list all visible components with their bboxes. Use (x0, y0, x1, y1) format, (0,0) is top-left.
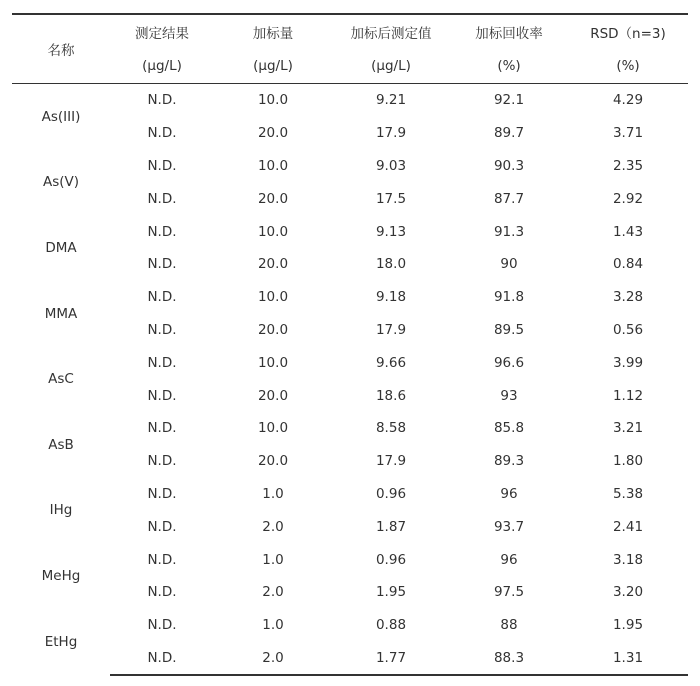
spike-recovery-table (12, 13, 688, 676)
recovery-cell: 87.7 (493, 190, 525, 207)
rsd-cell: 3.21 (612, 420, 644, 437)
header-spike: 加标量 (214, 14, 332, 48)
measured-cell: 17.9 (375, 125, 407, 142)
rsd-cell: 3.18 (612, 551, 644, 568)
spike-cell: 10.0 (257, 157, 289, 174)
table-row (12, 609, 688, 642)
header-measured: 加标后测定值 (332, 14, 450, 48)
measured-cell: 9.66 (375, 354, 407, 371)
sample-name-cell: MeHg (41, 567, 81, 584)
table-row (12, 182, 688, 215)
rsd-cell: 1.80 (612, 453, 644, 470)
table-row (12, 412, 688, 445)
sample-name-cell: AsC (48, 371, 74, 388)
recovery-cell: 90.3 (493, 157, 525, 174)
rsd-cell: 3.20 (612, 584, 644, 601)
recovery-cell: 89.7 (493, 125, 525, 142)
rsd-cell: 0.56 (612, 321, 644, 338)
recovery-cell: 85.8 (493, 420, 525, 437)
sample-name-cell: As(III) (41, 108, 81, 125)
spike-cell: 10.0 (257, 354, 289, 371)
header-spike-unit: (μg/L) (214, 48, 332, 84)
recovery-cell: 91.3 (493, 223, 525, 240)
rsd-cell: 1.95 (612, 617, 644, 634)
table-row (12, 445, 688, 478)
header-measured-unit: (μg/L) (332, 48, 450, 84)
result-cell: N.D. (147, 157, 177, 174)
rsd-cell: 1.43 (612, 223, 644, 240)
spike-cell: 1.0 (262, 551, 284, 568)
header-rsd-unit: (%) (568, 48, 688, 84)
spike-cell: 20.0 (257, 125, 289, 142)
recovery-cell: 92.1 (493, 92, 525, 109)
result-cell: N.D. (147, 256, 177, 273)
result-cell: N.D. (147, 289, 177, 306)
recovery-cell: 90 (500, 256, 518, 273)
recovery-cell: 96 (500, 551, 518, 568)
measured-cell: 0.88 (375, 617, 407, 634)
table-header (12, 14, 688, 84)
measured-cell: 1.77 (332, 642, 450, 676)
table-row (12, 510, 688, 543)
rsd-cell: 2.35 (612, 157, 644, 174)
result-cell: N.D. (147, 92, 177, 109)
rsd-cell: 3.99 (612, 354, 644, 371)
recovery-cell: 91.8 (493, 289, 525, 306)
result-cell: N.D. (147, 321, 177, 338)
spike-cell: 2.0 (262, 518, 284, 535)
rsd-cell: 1.12 (612, 387, 644, 404)
spike-cell: 20.0 (257, 321, 289, 338)
sample-name-cell: IHg (49, 502, 73, 519)
header-result: 测定结果 (110, 14, 214, 48)
header-result-unit: (μg/L) (110, 48, 214, 84)
result-cell: N.D. (147, 190, 177, 207)
result-cell: N.D. (147, 485, 177, 502)
measured-cell: 9.21 (375, 92, 407, 109)
result-cell: N.D. (147, 420, 177, 437)
recovery-cell: 89.5 (493, 321, 525, 338)
spike-cell: 10.0 (257, 420, 289, 437)
header-recovery-unit: (%) (450, 48, 568, 84)
measured-cell: 0.96 (375, 485, 407, 502)
recovery-cell: 88.3 (450, 642, 568, 676)
recovery-cell: 96.6 (493, 354, 525, 371)
result-cell: N.D. (147, 584, 177, 601)
table-row (12, 478, 688, 511)
spike-cell: 10.0 (257, 92, 289, 109)
result-cell: N.D. (147, 387, 177, 404)
measured-cell: 17.9 (375, 321, 407, 338)
sample-name-cell: EtHg (44, 634, 78, 651)
rsd-cell: 0.84 (612, 256, 644, 273)
spike-cell: 2.0 (262, 584, 284, 601)
table-row (12, 346, 688, 379)
measured-cell: 17.5 (375, 190, 407, 207)
recovery-table-container (12, 13, 688, 676)
result-cell: N.D. (147, 617, 177, 634)
header-row-units (12, 48, 688, 84)
result-cell: N.D. (147, 453, 177, 470)
table-row (12, 248, 688, 281)
measured-cell: 9.03 (375, 157, 407, 174)
result-cell: N.D. (147, 125, 177, 142)
measured-cell: 1.87 (375, 518, 407, 535)
table-row (12, 642, 688, 676)
rsd-cell: 2.92 (612, 190, 644, 207)
table-row (12, 576, 688, 609)
recovery-cell: 89.3 (493, 453, 525, 470)
result-cell: N.D. (147, 518, 177, 535)
table-row (12, 117, 688, 150)
result-cell: N.D. (147, 354, 177, 371)
spike-cell: 2.0 (214, 642, 332, 676)
rsd-cell: 5.38 (612, 485, 644, 502)
result-cell: N.D. (110, 642, 214, 676)
spike-cell: 20.0 (257, 453, 289, 470)
spike-cell: 20.0 (257, 256, 289, 273)
table-body (12, 84, 688, 676)
header-rsd: RSD（n=3) (568, 14, 688, 48)
header-row-labels (12, 14, 688, 48)
sample-name-cell: As(V) (42, 174, 80, 191)
spike-cell: 20.0 (257, 190, 289, 207)
spike-cell: 1.0 (262, 485, 284, 502)
table-row (12, 543, 688, 576)
rsd-cell: 1.31 (568, 642, 688, 676)
sample-name-cell: AsB (48, 436, 74, 453)
measured-cell: 8.58 (375, 420, 407, 437)
table-row (12, 281, 688, 314)
result-cell: N.D. (147, 551, 177, 568)
measured-cell: 9.18 (375, 289, 407, 306)
table-row (12, 150, 688, 183)
sample-name-cell: DMA (45, 239, 77, 256)
recovery-cell: 93 (500, 387, 518, 404)
recovery-cell: 93.7 (493, 518, 525, 535)
measured-cell: 9.13 (375, 223, 407, 240)
rsd-cell: 3.28 (612, 289, 644, 306)
recovery-cell: 97.5 (493, 584, 525, 601)
recovery-cell: 88 (500, 617, 518, 634)
measured-cell: 18.6 (375, 387, 407, 404)
measured-cell: 17.9 (375, 453, 407, 470)
result-cell: N.D. (147, 223, 177, 240)
table-row (12, 379, 688, 412)
measured-cell: 18.0 (375, 256, 407, 273)
table-row (12, 314, 688, 347)
recovery-cell: 96 (500, 485, 518, 502)
spike-cell: 20.0 (257, 387, 289, 404)
measured-cell: 1.95 (375, 584, 407, 601)
sample-name-cell: MMA (44, 305, 78, 322)
measured-cell: 0.96 (375, 551, 407, 568)
table-row (12, 84, 688, 117)
rsd-cell: 3.71 (612, 125, 644, 142)
header-name: 名称 (12, 14, 110, 84)
table-row (12, 215, 688, 248)
header-recovery: 加标回收率 (450, 14, 568, 48)
rsd-cell: 2.41 (612, 518, 644, 535)
rsd-cell: 4.29 (612, 92, 644, 109)
spike-cell: 10.0 (257, 289, 289, 306)
spike-cell: 1.0 (262, 617, 284, 634)
spike-cell: 10.0 (257, 223, 289, 240)
